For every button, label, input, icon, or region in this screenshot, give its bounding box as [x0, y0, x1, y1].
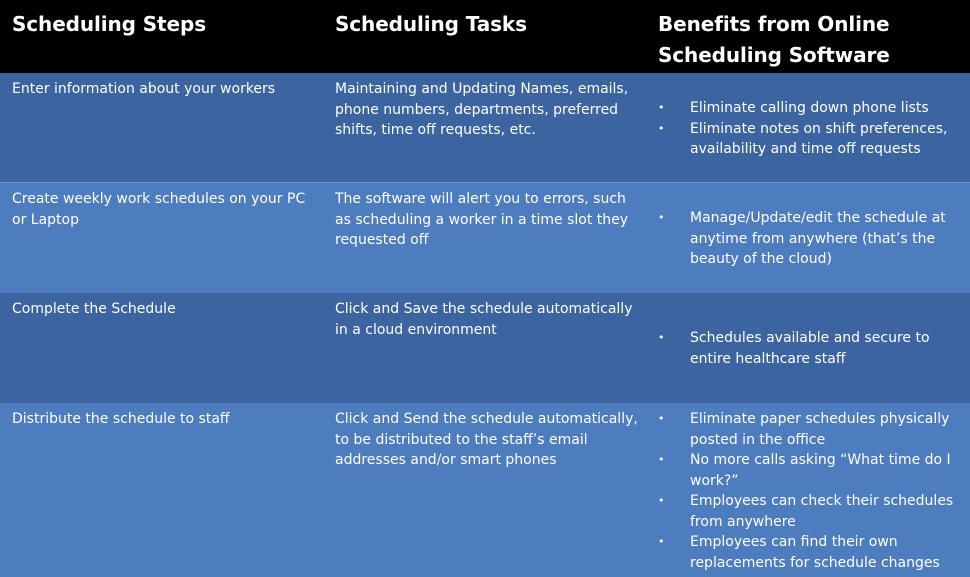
benefits-list: [658, 208, 958, 270]
list-item: [658, 208, 958, 270]
step-cell: Create weekly work schedules on your PC or Laptop: [12, 191, 306, 228]
step-cell: Enter information about your workers: [12, 81, 276, 97]
list-item: [658, 98, 958, 119]
benefits-list: [658, 409, 958, 573]
table-row: [0, 293, 970, 403]
bullet-icon: •: [658, 121, 665, 135]
list-item: [658, 328, 958, 369]
benefits-cell: [658, 409, 958, 573]
benefits-list: [658, 328, 958, 369]
step-cell: Complete the Schedule: [12, 301, 176, 317]
header-benefits: [658, 9, 958, 71]
benefit-text: Manage/Update/edit the schedule at anytime from anywhere (that’s the beauty of the cloud): [690, 210, 946, 267]
header-benefits-line1: Benefits from Online: [658, 12, 890, 36]
benefits-cell: [658, 208, 958, 270]
bullet-icon: •: [658, 494, 665, 507]
table-header: [0, 0, 970, 73]
list-item: [658, 532, 958, 573]
bullet-icon: •: [658, 331, 665, 344]
task-cell: Maintaining and Updating Names, emails, phone numbers, departments, preferred shifts, time off requests, etc.: [335, 81, 629, 138]
list-item: [658, 491, 958, 532]
benefit-text: Eliminate calling down phone lists: [690, 100, 929, 116]
list-item: [658, 409, 958, 450]
benefits-cell: [658, 98, 958, 160]
task-cell: Click and Save the schedule automatically in a cloud environment: [335, 301, 633, 338]
benefit-text: Eliminate paper schedules physically posted in the office: [690, 411, 950, 448]
step-cell: Distribute the schedule to staff: [12, 411, 230, 427]
header-benefits-line2: Scheduling Software: [658, 43, 890, 67]
bullet-icon: •: [658, 211, 665, 224]
benefit-text: No more calls asking “What time do I work?”: [690, 452, 951, 489]
table-row: [0, 73, 970, 182]
benefit-text: Employees can check their schedules from anywhere: [690, 493, 954, 530]
benefit-text: Employees can find their own replacements for schedule changes: [690, 534, 940, 571]
benefit-text: Schedules available and secure to entire healthcare staff: [690, 330, 930, 367]
list-item: [658, 450, 958, 491]
bullet-icon: •: [658, 412, 665, 425]
table-row: [0, 403, 970, 577]
benefits-list: [658, 98, 958, 160]
bullet-icon: •: [658, 535, 665, 548]
benefits-cell: [658, 328, 958, 369]
benefit-text: Eliminate notes on shift preferences, availability and time off requests: [690, 120, 948, 157]
header-scheduling-steps: Scheduling Steps: [12, 12, 206, 36]
table-row: [0, 183, 970, 293]
task-cell: Click and Send the schedule automatically, to be distributed to the staff’s email addresses and/or smart phones: [335, 411, 638, 468]
bullet-icon: •: [658, 101, 665, 114]
task-cell: The software will alert you to errors, such as scheduling a worker in a time slot they requested off: [335, 191, 629, 248]
list-item: [658, 119, 958, 160]
bullet-icon: •: [658, 453, 665, 466]
header-scheduling-tasks: Scheduling Tasks: [335, 12, 527, 36]
